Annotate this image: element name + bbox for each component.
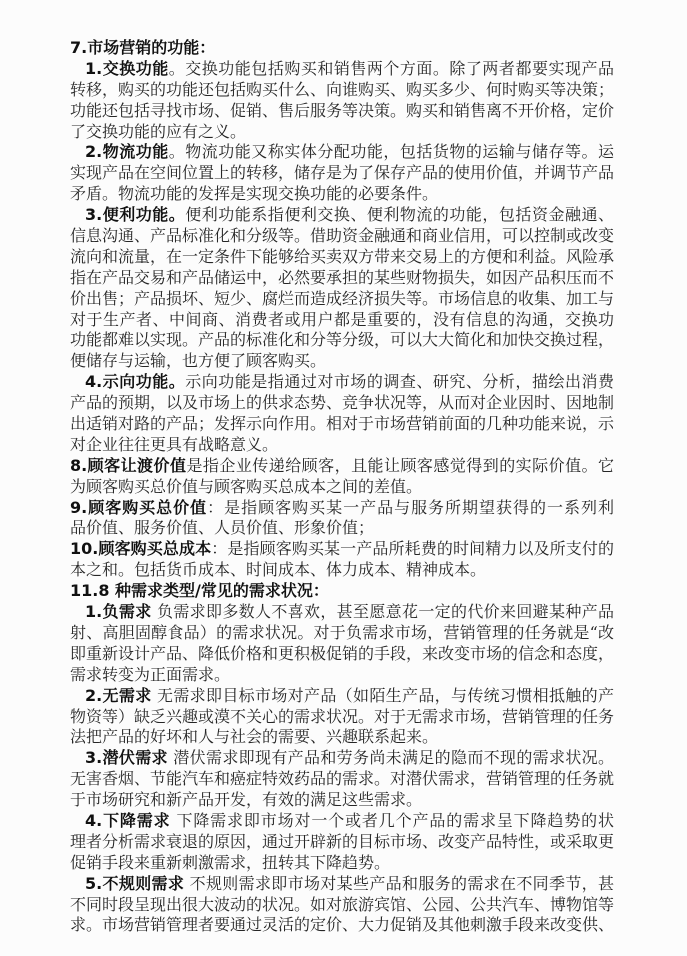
paragraph-line: [70, 915, 614, 936]
paragraph-line: [70, 163, 614, 184]
paragraph: [70, 686, 614, 749]
paragraph-text: 不同时段呈现出很大波动的状况。如对旅游宾馆、公园、公共汽车、博物馆等: [70, 894, 614, 914]
paragraph-line: [70, 122, 614, 143]
paragraph: [70, 874, 614, 937]
paragraph: [70, 811, 614, 874]
paragraph-line: [70, 393, 614, 414]
paragraph-line: [70, 498, 614, 519]
paragraph-text: 示向功能是指通过对市场的调查、研究、分析，描绘出消费: [185, 372, 614, 392]
paragraph: [70, 539, 614, 581]
paragraph-lead-term: 4.示向功能。: [85, 372, 186, 392]
paragraph-text: 无需求即目标市场对产品（如陌生产品，与传统习惯相抵触的产: [156, 685, 614, 705]
paragraph-line: [70, 456, 614, 477]
paragraph-lead-term: 8.顾客让渡价值: [70, 455, 187, 475]
paragraph-text: 潜伏需求即现有产品和劳务尚未满足的隐而不现的需求状况。: [173, 748, 614, 768]
paragraph-text: 对企业往往更具有战略意义。: [70, 434, 279, 454]
paragraph-text: 流向和流量，在一定条件下能够给买卖双方带来交易上的方便和利益。风险承: [70, 246, 614, 266]
paragraph-text: 射、高胆固醇食品）的需求状况。对于负需求市场，营销管理的任务就是“改: [70, 622, 614, 642]
paragraph-text: 为顾客购买总价值与顾客购买总成本之间的差值。: [70, 476, 423, 496]
paragraph-line: [70, 686, 614, 707]
paragraph: [70, 142, 614, 205]
document-page: [70, 38, 614, 936]
paragraph-text: ：是指顾客购买某一产品所耗费的时间精力以及所支付的: [211, 539, 614, 559]
paragraph-line: [70, 518, 614, 539]
paragraph-text: 指在产品交易和产品储运中，必然要承担的某些财物损失，如因产品积压而不: [70, 267, 614, 287]
paragraph-text: 法把产品的好坏和人与社会的需要、兴趣联系起来。: [70, 727, 439, 747]
paragraph-line: [70, 665, 614, 686]
paragraph: [70, 59, 614, 143]
paragraph-line: [70, 268, 614, 289]
paragraph-line: [70, 539, 614, 560]
paragraph-line: [70, 372, 614, 393]
paragraph-line: [70, 853, 614, 874]
paragraph-line: [70, 623, 614, 644]
paragraph-line: [70, 101, 614, 122]
paragraph-text: 本之和。包括货币成本、时间成本、体力成本、精神成本。: [70, 560, 487, 580]
paragraph-text: 转移，购买的功能还包括购买什么、向谁购买、购买多少、何时购买等决策；: [70, 79, 614, 99]
paragraph-text: 信息沟通、产品标准化和分级等。借助资金融通和商业信用，可以控制或改变: [70, 226, 614, 246]
paragraph-text: 功能都难以实现。产品的标准化和分等分级，可以大大简化和加快交换过程，: [70, 330, 614, 350]
paragraph-line: [70, 226, 614, 247]
paragraph-text: 品价值、服务价值、人员价值、形象价值；: [70, 518, 375, 538]
paragraph-line: [70, 184, 614, 205]
paragraph-line: [70, 205, 614, 226]
paragraph-line: [70, 142, 614, 163]
paragraph-text: ：是指顾客购买某一产品与服务所期望获得的一系列利: [207, 497, 614, 517]
paragraph-line: [70, 59, 614, 80]
paragraph-line: [70, 790, 614, 811]
paragraph-text: 是指企业传递给顾客，且能让顾客感觉得到的实际价值。它: [186, 455, 614, 475]
paragraph-text: 实现产品在空间位置上的转移，储存是为了保存产品的使用价值，并调节产品: [70, 163, 614, 183]
paragraph-text: 产品的预期，以及市场上的供求态势、竞争状况等，从而对企业因时、因地制: [70, 393, 614, 413]
paragraph-text: 。交换功能包括购买和销售两个方面。除了两者都要实现产品: [168, 58, 614, 78]
paragraph-line: [70, 330, 614, 351]
paragraph-lead-term: 4.下降需求: [85, 810, 171, 830]
paragraph-line: [70, 477, 614, 498]
paragraph-lead-term: 2.无需求: [85, 685, 152, 705]
paragraph-text: 下降需求即市场对一个或者几个产品的需求呈下降趋势的状: [176, 810, 614, 830]
paragraph-text: 便利功能系指便利交换、便利物流的功能，包括资金融通、: [185, 205, 614, 225]
paragraph-text: 于市场研究和新产品开发，有效的满足这些需求。: [70, 790, 423, 810]
paragraph-text: 价出售；产品损坏、短少、腐烂而造成经济损失等。市场信息的收集、加工与: [70, 288, 614, 308]
paragraph-text: 无害香烟、节能汽车和癌症特效药品的需求。对潜伏需求，营销管理的任务就: [70, 769, 614, 789]
paragraph-text: 功能还包括寻找市场、促销、售后服务等决策。购买和销售离不开价格，定价: [70, 100, 614, 120]
paragraph-text: 即重新设计产品、降低价格和更积极促销的手段，来改变市场的信念和态度，: [70, 643, 614, 663]
paragraph: [70, 602, 614, 686]
paragraph-line: [70, 895, 614, 916]
paragraph: [70, 748, 614, 811]
paragraph-line: [70, 80, 614, 101]
paragraph-line: [70, 289, 614, 310]
paragraph-text: 负需求即多数人不喜欢，甚至愿意花一定的代价来回避某种产品: [156, 602, 614, 622]
paragraph-lead-term: 3.便利功能。: [85, 205, 186, 225]
paragraph-lead-term: 5.不规则需求: [85, 873, 185, 893]
section-heading: 11.8 种需求类型/常见的需求状况：: [70, 581, 329, 601]
paragraph-line: [70, 707, 614, 728]
paragraph-text: 对于生产者、中间商、消费者或用户都是重要的，没有信息的沟通，交换功: [70, 309, 614, 329]
paragraph-text: 了交换功能的应有之义。: [70, 121, 247, 141]
paragraph-text: 促销手段来重新刺激需求，扭转其下降趋势。: [70, 852, 391, 872]
paragraph-lead-term: 10.顾客购买总成本: [70, 539, 212, 559]
paragraph-line: [70, 560, 614, 581]
paragraph-text: 需求转变为正面需求。: [70, 664, 231, 684]
paragraph: [70, 372, 614, 456]
paragraph-line: [70, 351, 614, 372]
paragraph-text: 求。市场营销管理者要通过灵活的定价、大力促销及其他刺激手段来改变供、: [70, 915, 614, 935]
paragraph-lead-term: 1.交换功能: [85, 58, 169, 78]
paragraph: [70, 498, 614, 540]
paragraph-text: 矛盾。物流功能的发挥是实现交换功能的必要条件。: [70, 184, 439, 204]
paragraph-line: [70, 310, 614, 331]
paragraph-text: 便储存与运输，也方便了顾客购买。: [70, 351, 327, 371]
paragraph-line: [70, 247, 614, 268]
paragraph-line: [70, 832, 614, 853]
paragraph-line: [70, 602, 614, 623]
paragraph-text: 理者分析需求衰退的原因，通过开辟新的目标市场、改变产品特性，或采取更: [70, 831, 614, 851]
paragraph-line: [70, 874, 614, 895]
paragraph-line: [70, 414, 614, 435]
section-heading: 7.市场营销的功能：: [70, 38, 216, 57]
paragraph-text: 。物流功能又称实体分配功能，包括货物的运输与储存等。运: [168, 142, 614, 162]
paragraph-text: 不规则需求即市场对某些产品和服务的需求在不同季节，甚: [189, 873, 614, 893]
paragraph-lead-term: 1.负需求: [85, 602, 152, 622]
paragraph-lead-term: 9.顾客购买总价值: [70, 497, 208, 517]
paragraph-text: 物资等）缺乏兴趣或漠不关心的需求状况。对于无需求市场，营销管理的任务: [70, 706, 614, 726]
paragraph-lead-term: 2.物流功能: [85, 142, 169, 162]
paragraph-line: [70, 644, 614, 665]
paragraph: [70, 456, 614, 498]
paragraph-line: [70, 727, 614, 748]
paragraph-lead-term: 3.潜伏需求: [85, 748, 168, 768]
paragraph-text: 出适销对路的产品；发挥示向作用。相对于市场营销前面的几种功能来说，示: [70, 414, 614, 434]
paragraph-line: [70, 811, 614, 832]
paragraph: [70, 205, 614, 372]
paragraph-line: [70, 748, 614, 769]
paragraph-line: [70, 435, 614, 456]
paragraph-line: [70, 769, 614, 790]
